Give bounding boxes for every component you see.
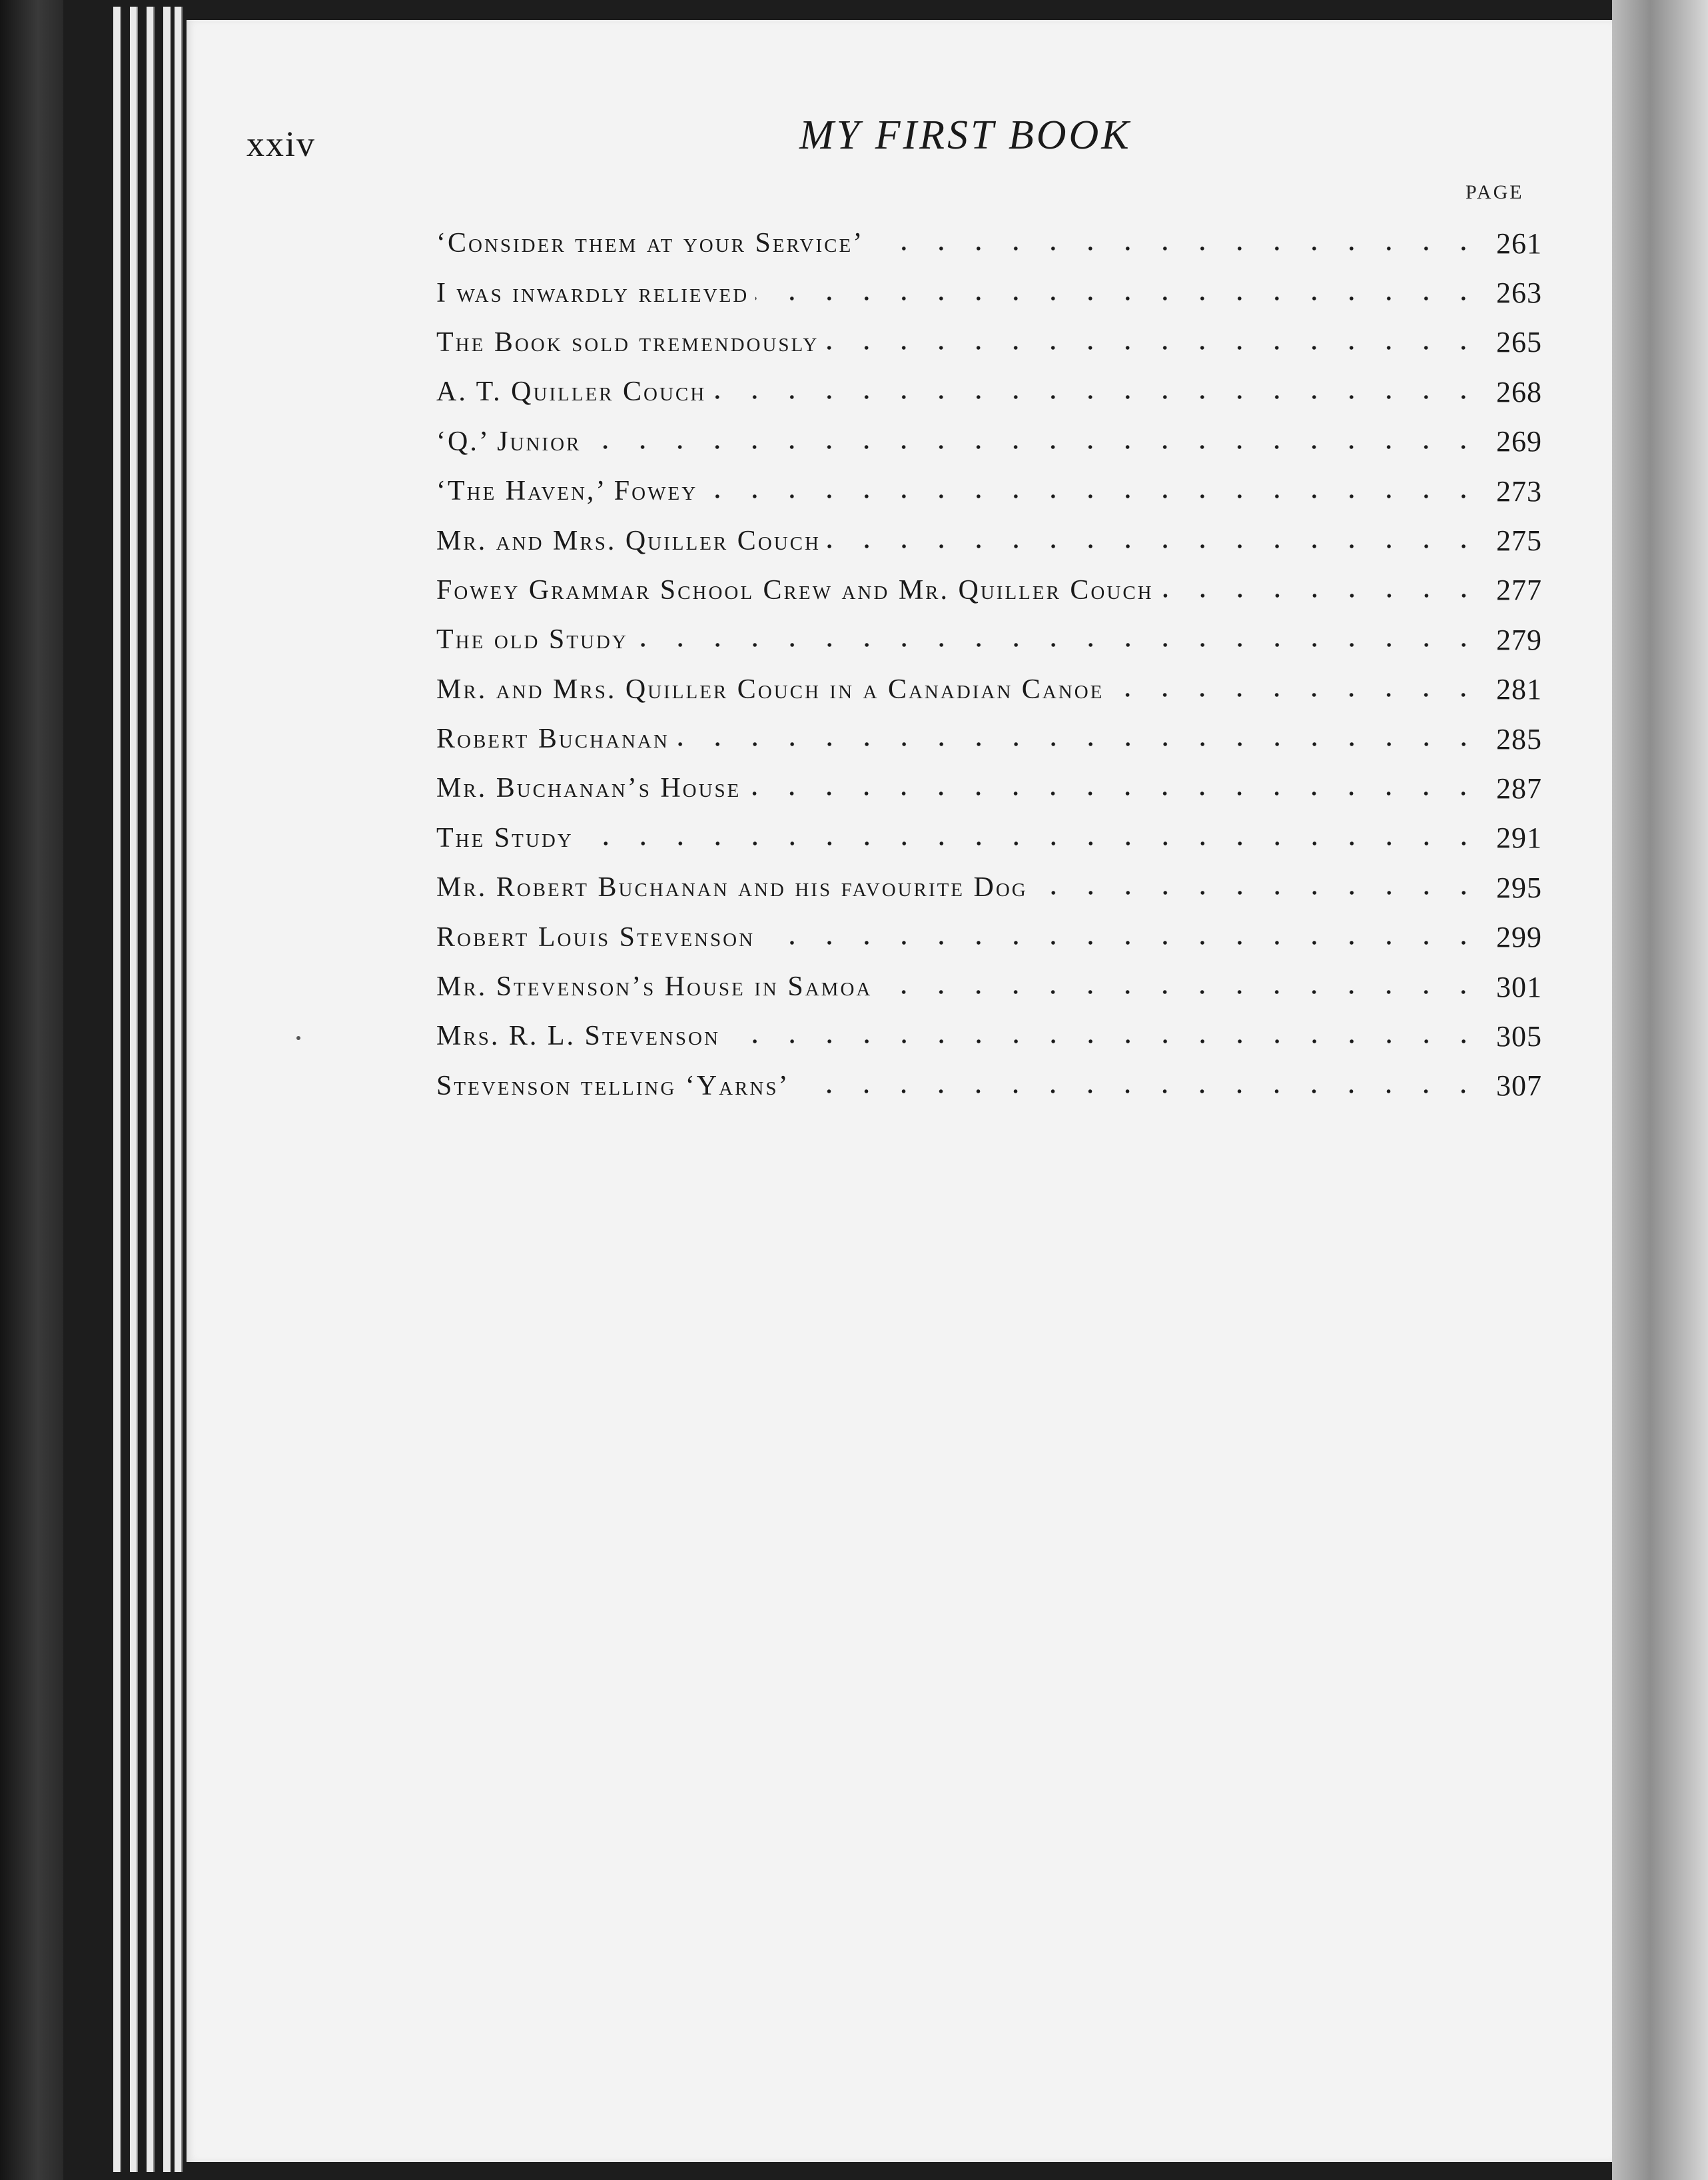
entry-title: Stevenson telling ‘Yarns’ (436, 1070, 790, 1101)
entry-page-number: 263 (1496, 276, 1542, 310)
list-item (436, 219, 1542, 268)
entry-title: The Study (436, 822, 574, 853)
list-item (436, 665, 1542, 714)
entry-page-number: 301 (1496, 970, 1542, 1003)
list-item (436, 318, 1542, 367)
dot-leader (635, 643, 1482, 647)
page-edge (175, 7, 183, 2172)
list-item (436, 962, 1542, 1011)
list-item (436, 615, 1542, 664)
entry-title: ‘Q.’ Junior (436, 426, 582, 457)
dot-leader (747, 792, 1482, 796)
book-spine-shadow (0, 0, 63, 2180)
entry-title: Mr. Robert Buchanan and his favourite Dog (436, 872, 1028, 903)
dot-leader (588, 445, 1482, 449)
entry-page-number: 281 (1496, 673, 1542, 706)
entry-title: The Book sold tremendously (436, 326, 819, 358)
running-title: MY FIRST BOOK (799, 113, 1132, 158)
entry-title: Robert Louis Stevenson (436, 921, 755, 953)
entry-page-number: 295 (1496, 871, 1542, 904)
list-item (436, 566, 1542, 615)
entry-page-number: 277 (1496, 574, 1542, 607)
page-edge (113, 7, 121, 2172)
entry-page-number: 279 (1496, 623, 1542, 656)
entry-page-number: 269 (1496, 425, 1542, 458)
entry-page-number: 307 (1496, 1069, 1542, 1103)
dot-leader (825, 346, 1482, 350)
dot-leader (704, 494, 1482, 498)
entry-title: Robert Buchanan (436, 724, 669, 755)
page-number: xxiv (246, 124, 316, 164)
page-column-label: PAGE (1466, 181, 1524, 203)
entry-title: ‘Consider them at your Service’ (436, 228, 865, 259)
entry-page-number: 299 (1496, 921, 1542, 954)
list-item (436, 814, 1542, 863)
entry-title: Fowey Grammar School Crew and Mr. Quiller Couch (436, 574, 1154, 606)
entry-title: Mr. and Mrs. Quiller Couch in a Canadian Canoe (436, 674, 1104, 705)
dot-leader (713, 395, 1482, 399)
list-item (436, 516, 1542, 565)
dot-leader (727, 1039, 1482, 1043)
entry-title: Mr. Buchanan’s House (436, 773, 741, 804)
entry-page-number: 275 (1496, 524, 1542, 558)
print-speck (296, 1036, 300, 1040)
dot-leader (796, 1089, 1482, 1093)
dot-leader (1110, 693, 1482, 697)
entry-page-number: 265 (1496, 326, 1542, 359)
entry-page-number: 285 (1496, 722, 1542, 756)
book-fore-edge (1612, 0, 1708, 2180)
entry-title: Mr. and Mrs. Quiller Couch (436, 525, 821, 556)
dot-leader (580, 841, 1482, 845)
dot-leader (676, 742, 1482, 746)
entry-title: ‘The Haven,’ Fowey (436, 476, 698, 507)
entry-page-number: 291 (1496, 821, 1542, 855)
dot-leader (1035, 891, 1482, 895)
list-item (436, 367, 1542, 416)
dot-leader (879, 990, 1482, 994)
list-item (436, 268, 1542, 317)
dot-leader (1160, 594, 1482, 598)
list-item (436, 863, 1542, 912)
entry-title: The old Study (436, 624, 628, 656)
entry-title: Mr. Stevenson’s House in Samoa (436, 971, 873, 1003)
entry-title: A. T. Quiller Couch (436, 376, 707, 408)
entry-page-number: 287 (1496, 772, 1542, 805)
page-edge (163, 7, 171, 2172)
dot-leader (871, 247, 1482, 251)
list-item (436, 417, 1542, 466)
list-item (436, 1061, 1542, 1111)
list-item (436, 764, 1542, 813)
entry-page-number: 268 (1496, 375, 1542, 408)
list-item (436, 1011, 1542, 1061)
entry-title: Mrs. R. L. Stevenson (436, 1021, 720, 1052)
entry-title: I was inwardly relieved (436, 277, 749, 308)
page-edge (130, 7, 138, 2172)
dot-leader (761, 941, 1482, 945)
dot-leader (755, 296, 1482, 300)
entry-page-number: 305 (1496, 1019, 1542, 1053)
entry-page-number: 273 (1496, 474, 1542, 508)
illustrations-list (436, 219, 1542, 1111)
list-item (436, 714, 1542, 764)
entry-page-number: 261 (1496, 227, 1542, 260)
dot-leader (827, 544, 1482, 548)
page-edge (147, 7, 155, 2172)
list-item (436, 466, 1542, 516)
list-item (436, 912, 1542, 961)
